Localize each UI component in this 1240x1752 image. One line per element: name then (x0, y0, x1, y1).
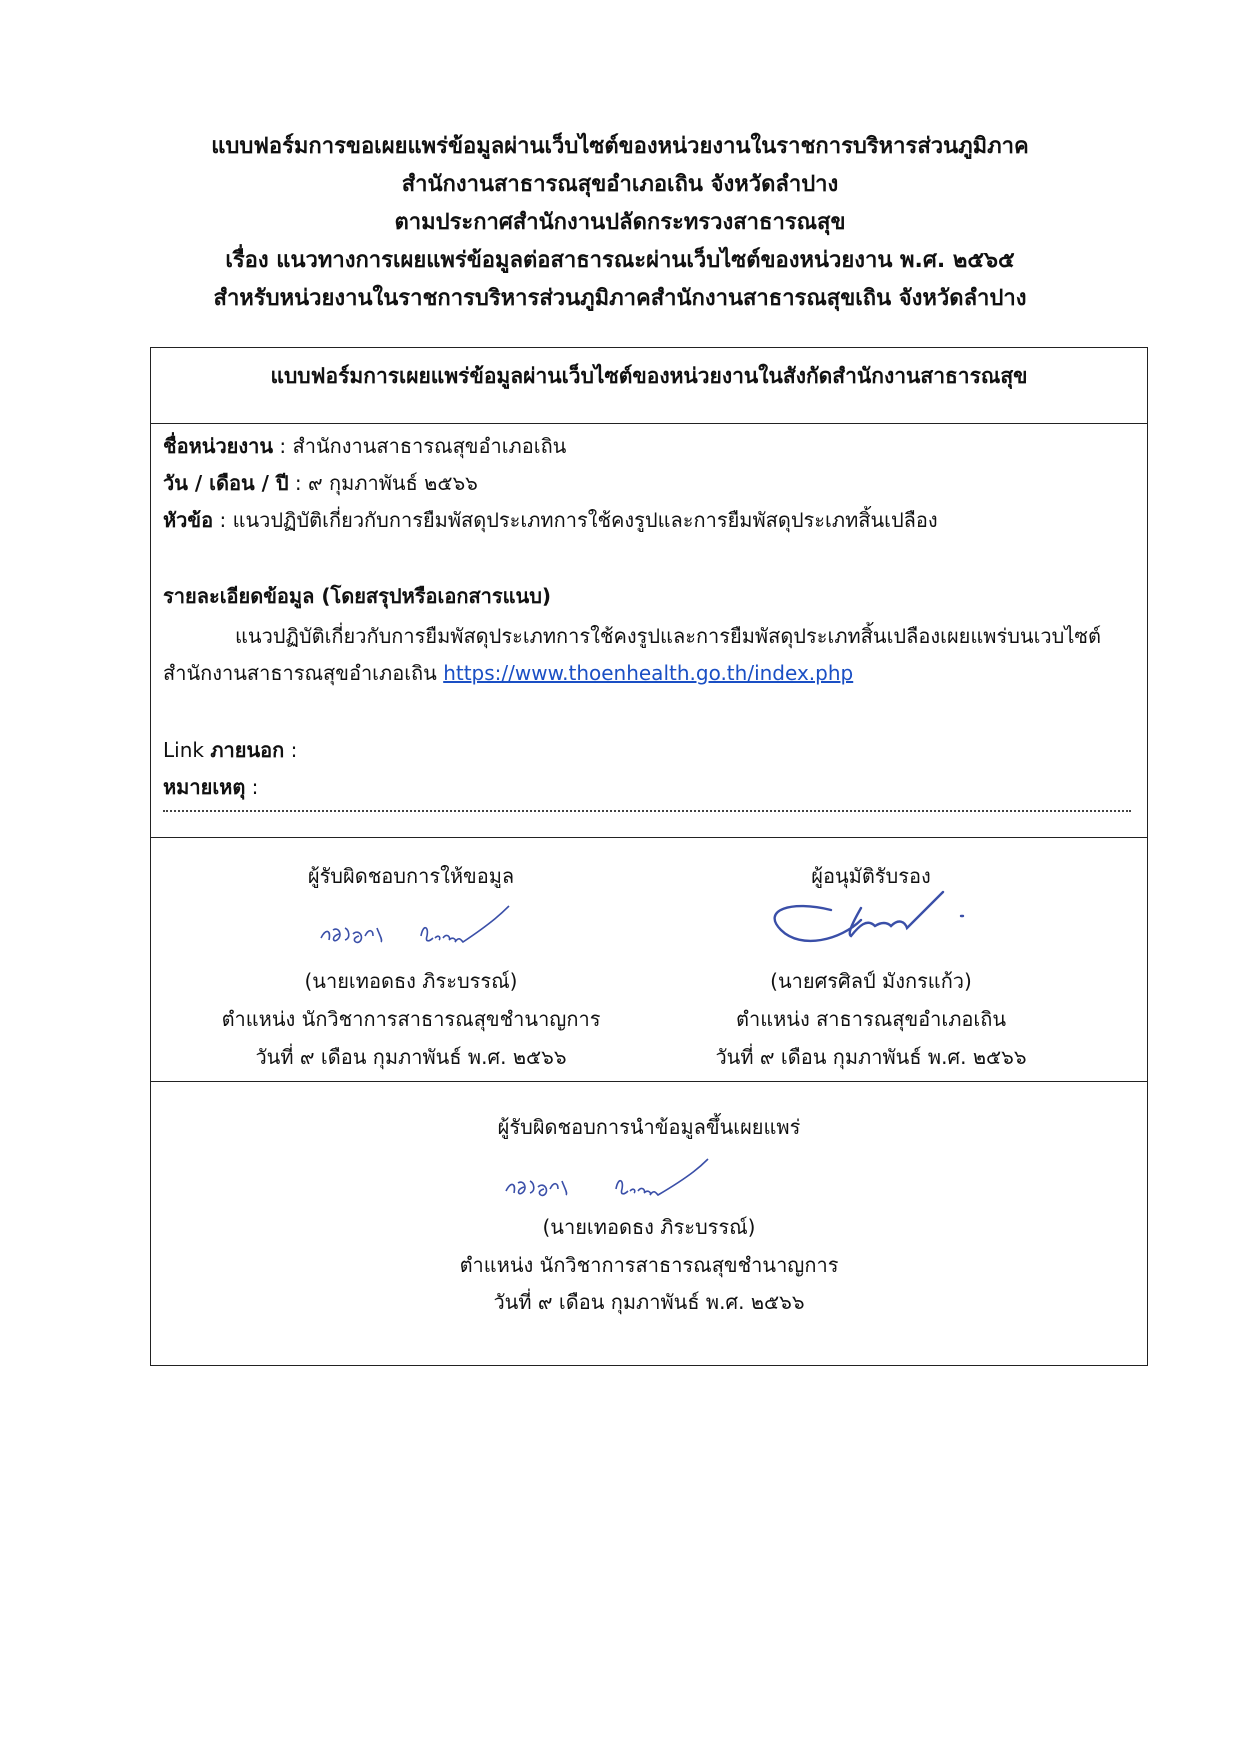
header-line-5: สำหรับหน่วยงานในราชการบริหารส่วนภูมิภาคสำนักงานสาธารณสุขเถิน จังหวัดลำปาง (213, 286, 1027, 311)
bottom-role: ผู้รับผิดชอบการนำข้อมูลขึ้นเผยแพร่ (497, 1115, 801, 1139)
right-position: ตำแหน่ง สาธารณสุขอำเภอเถิน (735, 1007, 1007, 1031)
external-link-label-th: ภายนอก (210, 738, 285, 762)
detail-heading (163, 580, 551, 612)
date-value: : ๙ กุมภาพันธ์ ๒๕๖๖ (288, 471, 478, 495)
left-name: (นายเทอดธง ภิระบรรณ์) (304, 969, 518, 993)
signature-image-left (311, 898, 531, 958)
detail-text-line2 (163, 657, 853, 689)
right-name: (นายศรศิลป์ มังกรแก้ว) (770, 969, 972, 993)
topic-value: : แนวปฏิบัติเกี่ยวกับการยืมพัสดุประเภทการใช้คงรูปและการยืมพัสดุประเภทสิ้นเปลือง (213, 508, 938, 532)
bottom-date: วันที่ ๙ เดือน กุมภาพันธ์ พ.ศ. ๒๕๖๖ (493, 1290, 805, 1314)
signature-image-bottom (496, 1151, 736, 1211)
signature-image-right (761, 888, 1001, 958)
header-line-2: สำนักงานสาธารณสุขอำเภอเถิน จังหวัดลำปาง (401, 172, 839, 197)
detail-text2: สำนักงานสาธารณสุขอำเภอเถิน (163, 661, 444, 685)
signature-bottom (151, 1081, 1147, 1361)
unit-row (163, 430, 566, 462)
dotted-line (163, 810, 1131, 812)
right-date: วันที่ ๙ เดือน กุมภาพันธ์ พ.ศ. ๒๕๖๖ (715, 1045, 1027, 1069)
date-label: วัน / เดือน / ปี (163, 471, 289, 495)
note-row (163, 771, 258, 803)
unit-label: ชื่อหน่วยงาน (163, 434, 274, 458)
signature-right (651, 838, 1091, 1081)
form-title: แบบฟอร์มการเผยแพร่ข้อมูลผ่านเว็บไซต์ของหน่วยงานในสังกัดสำนักงานสาธารณสุข (151, 348, 1147, 424)
detail-text: แนวปฏิบัติเกี่ยวกับการยืมพัสดุประเภทการใช้คงรูปและการยืมพัสดุประเภทสิ้นเปลืองเผยแพร่บนเวบไซต์ (235, 624, 1101, 648)
external-link-row (163, 734, 297, 766)
signature-left (191, 838, 631, 1081)
publication-form (150, 347, 1148, 1366)
topic-label: หัวข้อ (163, 508, 214, 532)
topic-row (163, 504, 938, 536)
header-line-4: เรื่อง แนวทางการเผยแพร่ข้อมูลต่อสาธารณะผ่านเว็บไซต์ของหน่วยงาน พ.ศ. ๒๕๖๕ (225, 248, 1015, 273)
header-line-3: ตามประกาศสำนักงานปลัดกระทรวงสาธารณสุข (394, 210, 846, 235)
signature-section (151, 837, 1147, 1082)
external-link-value: : (284, 738, 298, 762)
detail-label: รายละเอียดข้อมูล (โดยสรุปหรือเอกสารแนบ) (163, 584, 552, 608)
header-line-1: แบบฟอร์มการขอเผยแพร่ข้อมูลผ่านเว็บไซต์ของหน่วยงานในราชการบริหารส่วนภูมิภาค (211, 134, 1029, 159)
note-value: : (245, 775, 259, 799)
date-row (163, 467, 478, 499)
unit-value: : สำนักงานสาธารณสุขอำเภอเถิน (273, 434, 567, 458)
note-label: หมายเหตุ (163, 775, 246, 799)
bottom-name: (นายเทอดธง ภิระบรรณ์) (542, 1215, 756, 1239)
left-position: ตำแหน่ง นักวิชาการสาธารณสุขชำนาญการ (221, 1007, 601, 1031)
document-header (0, 128, 1240, 318)
left-date: วันที่ ๙ เดือน กุมภาพันธ์ พ.ศ. ๒๕๖๖ (255, 1045, 567, 1069)
external-link-label-en: Link (163, 738, 211, 762)
detail-url-link[interactable]: https://www.thoenhealth.go.th/index.php (443, 661, 854, 685)
left-role: ผู้รับผิดชอบการให้ขอมูล (307, 864, 515, 888)
bottom-position: ตำแหน่ง นักวิชาการสาธารณสุขชำนาญการ (459, 1253, 839, 1277)
right-role: ผู้อนุมัติรับรอง (811, 864, 931, 888)
